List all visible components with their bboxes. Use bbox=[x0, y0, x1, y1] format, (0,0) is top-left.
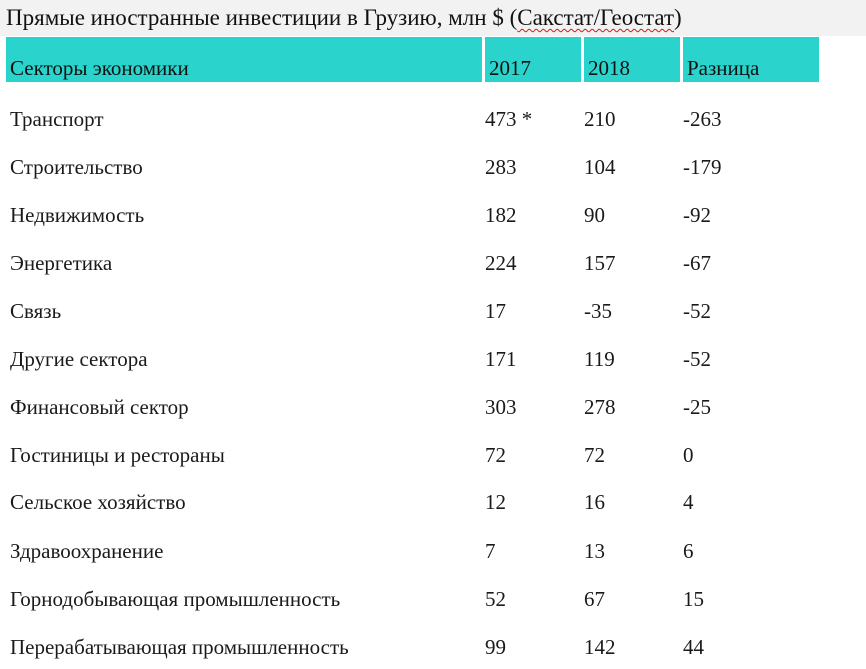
header-diff-label: Разница bbox=[687, 56, 760, 80]
table-row bbox=[6, 249, 819, 279]
cell-2017: 12 bbox=[485, 490, 506, 514]
cell-2018: 104 bbox=[584, 155, 616, 179]
cell-diff: -179 bbox=[683, 155, 722, 179]
table-row bbox=[6, 297, 819, 327]
table-row bbox=[6, 633, 819, 663]
table-row bbox=[6, 345, 819, 375]
cell-2018: 90 bbox=[584, 203, 605, 227]
cell-2017: 171 bbox=[485, 347, 517, 371]
cell-sector: Связь bbox=[10, 299, 62, 323]
cell-sector: Перерабатывающая промышленность bbox=[10, 635, 349, 659]
cell-2017: 473 * bbox=[485, 107, 533, 131]
cell-2018: 278 bbox=[584, 395, 616, 419]
table-row bbox=[6, 153, 819, 183]
cell-sector: Транспорт bbox=[10, 107, 104, 131]
cell-2017: 224 bbox=[485, 251, 517, 275]
cell-2017: 52 bbox=[485, 587, 506, 611]
cell-diff: -52 bbox=[683, 347, 711, 371]
cell-2018: 72 bbox=[584, 443, 605, 467]
cell-diff: -263 bbox=[683, 107, 722, 131]
header-sector bbox=[6, 37, 482, 82]
header-2018 bbox=[584, 37, 680, 82]
table-row bbox=[6, 537, 819, 567]
document-title bbox=[6, 3, 682, 33]
cell-2017: 7 bbox=[485, 539, 496, 563]
table-row bbox=[6, 488, 819, 518]
cell-diff: 15 bbox=[683, 587, 704, 611]
cell-2018: 13 bbox=[584, 539, 605, 563]
cell-diff: 0 bbox=[683, 443, 694, 467]
cell-sector: Другие сектора bbox=[10, 347, 148, 371]
cell-diff: -52 bbox=[683, 299, 711, 323]
table-row bbox=[6, 393, 819, 423]
title-source: Сакстат/Геостат bbox=[517, 5, 675, 30]
cell-2018: 119 bbox=[584, 347, 615, 371]
cell-2017: 99 bbox=[485, 635, 506, 659]
cell-sector: Здравоохранение bbox=[10, 539, 164, 563]
table-row bbox=[6, 585, 819, 615]
cell-2018: 67 bbox=[584, 587, 605, 611]
cell-2017: 303 bbox=[485, 395, 517, 419]
header-diff bbox=[683, 37, 819, 82]
header-2017-label: 2017 bbox=[489, 56, 531, 80]
cell-sector: Энергетика bbox=[10, 251, 113, 275]
title-close-paren: ) bbox=[674, 5, 682, 30]
cell-diff: -25 bbox=[683, 395, 711, 419]
cell-2017: 283 bbox=[485, 155, 517, 179]
title-bar bbox=[0, 0, 866, 36]
header-2018-label: 2018 bbox=[588, 56, 630, 80]
table-row bbox=[6, 441, 819, 471]
table-header bbox=[6, 37, 819, 82]
table-row bbox=[6, 105, 819, 135]
cell-sector: Финансовый сектор bbox=[10, 395, 189, 419]
cell-2017: 17 bbox=[485, 299, 506, 323]
cell-sector: Недвижимость bbox=[10, 203, 145, 227]
cell-sector: Сельское хозяйство bbox=[10, 490, 186, 514]
cell-2018: 16 bbox=[584, 490, 605, 514]
cell-sector: Гостиницы и рестораны bbox=[10, 443, 225, 467]
cell-2018: -35 bbox=[584, 299, 612, 323]
cell-sector: Горнодобывающая промышленность bbox=[10, 587, 341, 611]
cell-2017: 72 bbox=[485, 443, 506, 467]
cell-2018: 210 bbox=[584, 107, 616, 131]
cell-sector: Строительство bbox=[10, 155, 143, 179]
cell-diff: -67 bbox=[683, 251, 711, 275]
header-2017 bbox=[485, 37, 581, 82]
cell-diff: 44 bbox=[683, 635, 704, 659]
title-text: Прямые иностранные инвестиции в Грузию, млн $ ( bbox=[6, 5, 518, 30]
cell-diff: 6 bbox=[683, 539, 694, 563]
cell-diff: -92 bbox=[683, 203, 711, 227]
table-row bbox=[6, 201, 819, 231]
cell-2018: 142 bbox=[584, 635, 616, 659]
header-sector-label: Секторы экономики bbox=[10, 56, 189, 80]
cell-2018: 157 bbox=[584, 251, 616, 275]
cell-2017: 182 bbox=[485, 203, 517, 227]
cell-diff: 4 bbox=[683, 490, 694, 514]
